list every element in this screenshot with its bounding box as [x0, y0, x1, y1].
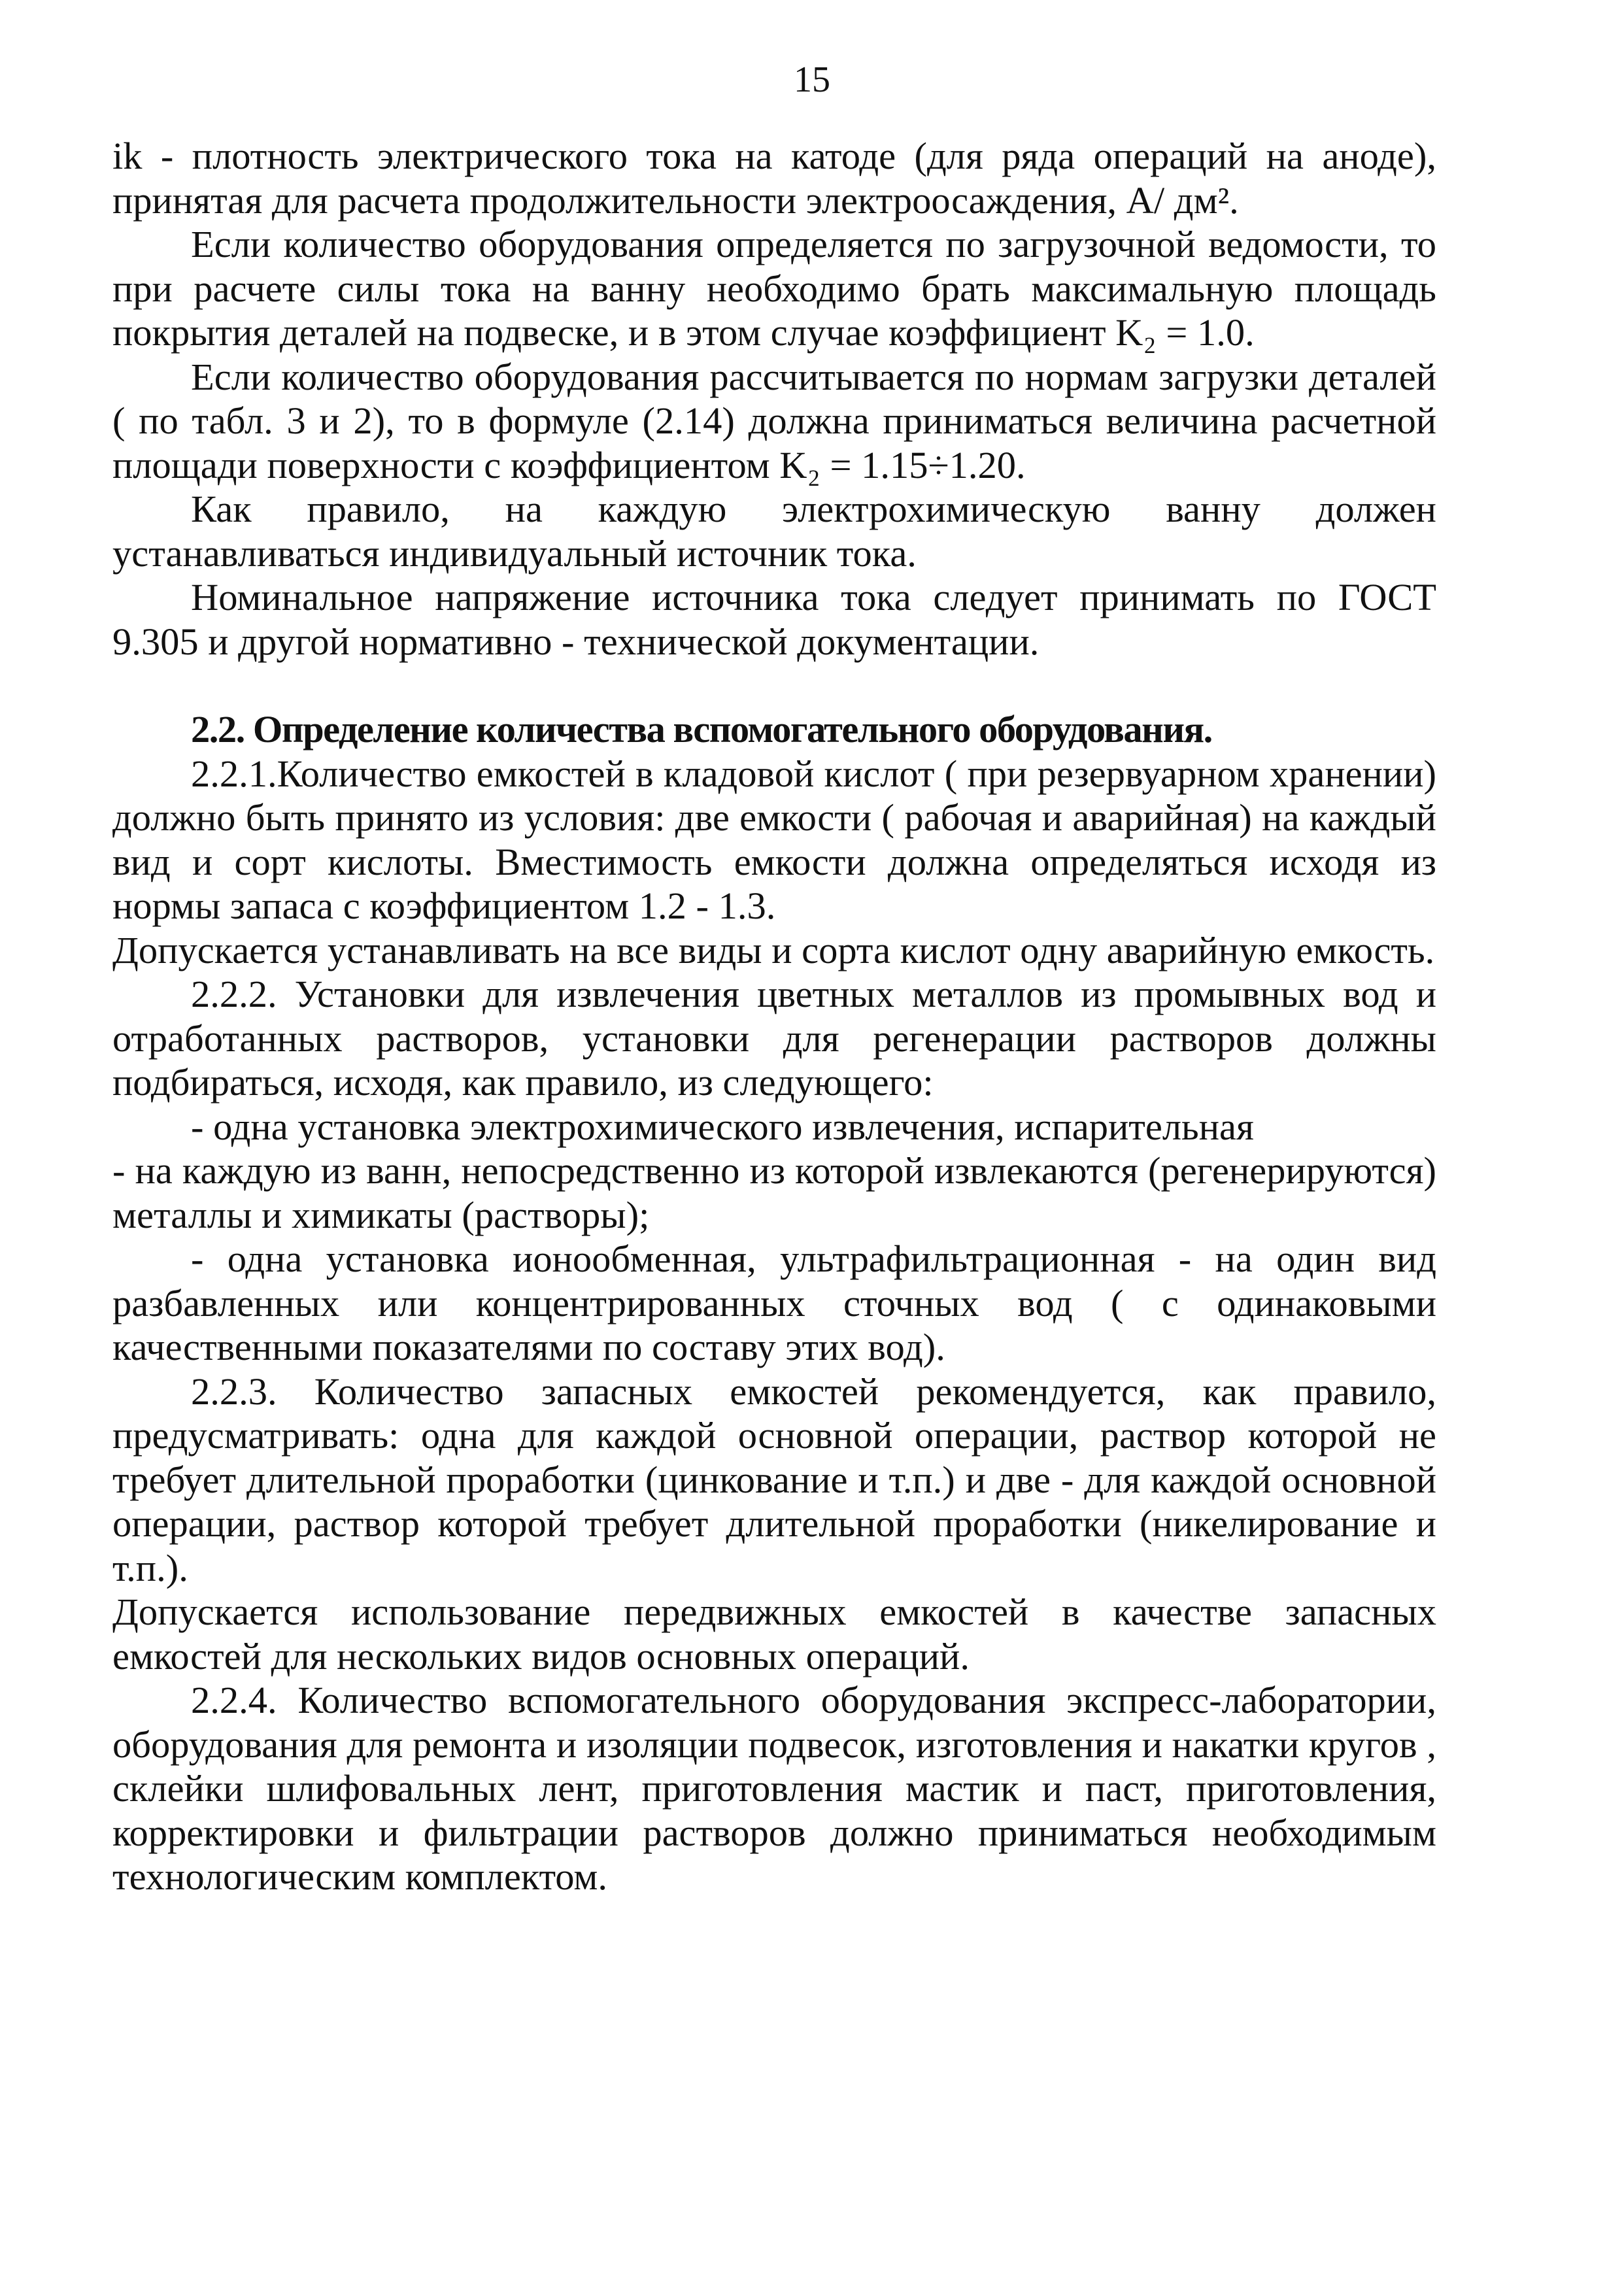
- paragraph-mobile-tanks: Допускается использование передвижных емкостей в качестве запасных емкостей для нескольких видов основных операций.: [112, 1591, 1436, 1678]
- list-item-per-bath: - на каждую из ванн, непосредственно из которой извлекаются (регенерируются) металлы и химикаты (растворы);: [112, 1149, 1436, 1236]
- paragraph-2-2-3: 2.2.3. Количество запасных емкостей рекомендуется, как правило, предусматривать: одна для каждой основной операции, раствор которой не требует длительной проработки (цинкование и т.п.) и две - для каждой основной операции, раствор которой требует длительной проработки (никелирование и т.п.).: [112, 1370, 1436, 1589]
- paragraph-emergency-tank: Допускается устанавливать на все виды и сорта кислот одну аварийную емкость.: [112, 928, 1435, 971]
- page-number: 15: [794, 59, 830, 100]
- paragraph-2-2-1: 2.2.1.Количество емкостей в кладовой кислот ( при резервуарном хранении) должно быть принято из условия: две емкости ( рабочая и аварийная) на каждый вид и сорт кислоты. Вместимость емкости должна определяться исходя из нормы запаса с коэффициентом 1.2 - 1.3.: [112, 752, 1436, 927]
- paragraph-2-2-2: 2.2.2. Установки для извлечения цветных металлов из промывных вод и отработанных растворов, установки для регенерации растворов должны подбираться, исходя, как правило, из следующего:: [112, 973, 1436, 1104]
- list-item-ion-exchange: - одна установка ионообменная, ультрафильтрационная - на один вид разбавленных или концентрированных сточных вод ( с одинаковыми качественными показателями по составу этих вод).: [112, 1238, 1436, 1368]
- document-body: [112, 134, 1436, 1899]
- paragraph-nominal-voltage: Номинальное напряжение источника тока следует принимать по ГОСТ 9.305 и другой нормативно - технической документации.: [112, 576, 1436, 663]
- list-item-electrochemical: - одна установка электрохимического извлечения, испарительная: [191, 1105, 1254, 1148]
- paragraph-loading-norms: Если количество оборудования рассчитывается по нормам загрузки деталей ( по табл. 3 и 2), то в формуле (2.14) должна приниматься величина расчетной площади поверхности с коэффициентом K₂ = 1.15÷1.20.: [112, 355, 1436, 486]
- section-heading: 2.2. Определение количества вспомогательного оборудования.: [191, 708, 1212, 751]
- paragraph-power-source: Как правило, на каждую электрохимическую ванну должен устанавливаться индивидуальный источник тока.: [112, 488, 1436, 575]
- paragraph-loading-sheet: Если количество оборудования определяется по загрузочной ведомости, то при расчете силы тока на ванну необходимо брать максимальную площадь покрытия деталей на подвеске, и в этом случае коэффициент K₂ = 1.0.: [112, 223, 1436, 354]
- paragraph-2-2-4: 2.2.4. Количество вспомогательного оборудования экспресс-лаборатории, оборудования для ремонта и изоляции подвесок, изготовления и накатки кругов , склейки шлифовальных лент, приготовления мастик и паст, приготовления, корректировки и фильтрации растворов должно приниматься необходимым технологическим комплектом.: [112, 1679, 1436, 1898]
- paragraph-current-density: ik - плотность электрического тока на катоде (для ряда операций на аноде), принятая для расчета продолжительности электроосаждения, А/ дм².: [112, 135, 1436, 222]
